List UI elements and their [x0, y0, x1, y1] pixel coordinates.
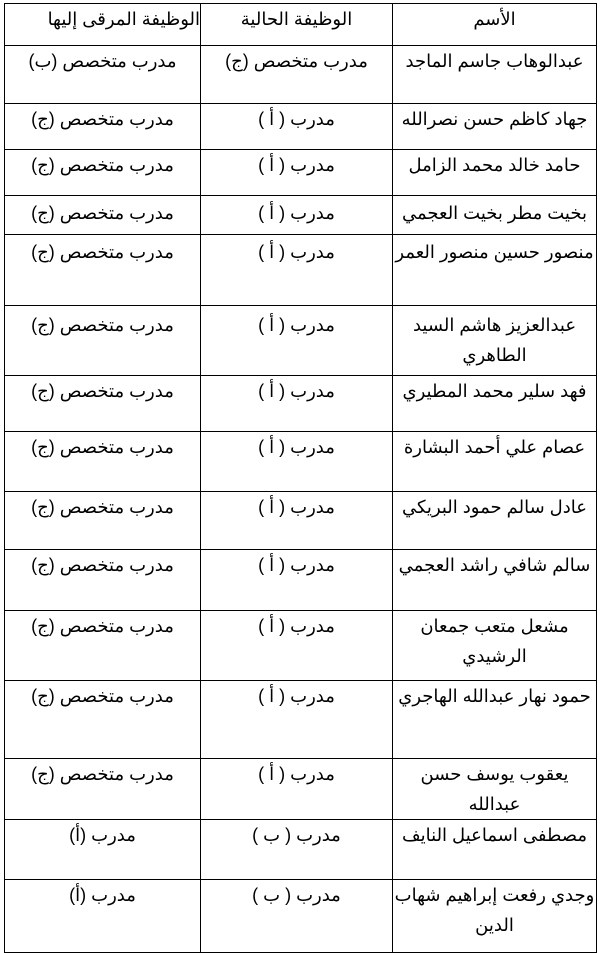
cell-current-position: مدرب ( أ ) — [201, 196, 393, 235]
cell-current-position: مدرب ( أ ) — [201, 306, 393, 376]
table-row — [5, 820, 597, 880]
table-row — [5, 46, 597, 104]
header-current-position: الوظيفة الحالية — [201, 4, 393, 46]
cell-promoted-position: مدرب متخصص (ج) — [5, 104, 201, 150]
cell-name: يعقوب يوسف حسن عبدالله — [393, 759, 597, 820]
cell-current-position: مدرب ( أ ) — [201, 492, 393, 550]
cell-current-position: مدرب ( ب ) — [201, 880, 393, 953]
cell-promoted-position: مدرب متخصص (ج) — [5, 376, 201, 432]
cell-name: منصور حسين منصور العمر — [393, 235, 597, 306]
cell-name: مشعل متعب جمعان الرشيدي — [393, 611, 597, 681]
header-promoted-position: الوظيفة المرقى إليها — [5, 4, 201, 46]
cell-name: وجدي رفعت إبراهيم شهاب الدين — [393, 880, 597, 953]
cell-promoted-position: مدرب متخصص (ج) — [5, 196, 201, 235]
cell-name: فهد سلير محمد المطيري — [393, 376, 597, 432]
cell-promoted-position: مدرب (أ) — [5, 820, 201, 880]
cell-promoted-position: مدرب متخصص (ج) — [5, 150, 201, 196]
cell-name: حمود نهار عبدالله الهاجري — [393, 681, 597, 759]
cell-name: عبدالعزيز هاشم السيد الطاهري — [393, 306, 597, 376]
cell-current-position: مدرب ( ب ) — [201, 820, 393, 880]
cell-name: جهاد كاظم حسن نصرالله — [393, 104, 597, 150]
table-row — [5, 880, 597, 953]
promotions-table — [4, 3, 597, 953]
cell-promoted-position: مدرب متخصص (ب) — [5, 46, 201, 104]
cell-name: عصام علي أحمد البشارة — [393, 432, 597, 492]
table-row — [5, 611, 597, 681]
table-row — [5, 306, 597, 376]
table-row — [5, 196, 597, 235]
cell-promoted-position: مدرب متخصص (ج) — [5, 235, 201, 306]
cell-name: عادل سالم حمود البريكي — [393, 492, 597, 550]
cell-current-position: مدرب ( أ ) — [201, 611, 393, 681]
table-row — [5, 104, 597, 150]
cell-current-position: مدرب ( أ ) — [201, 104, 393, 150]
header-name: الأسم — [393, 4, 597, 46]
cell-promoted-position: مدرب متخصص (ج) — [5, 432, 201, 492]
table-row — [5, 376, 597, 432]
cell-current-position: مدرب متخصص (ج) — [201, 46, 393, 104]
table-row — [5, 550, 597, 611]
cell-promoted-position: مدرب متخصص (ج) — [5, 611, 201, 681]
cell-name: عبدالوهاب جاسم الماجد — [393, 46, 597, 104]
cell-name: مصطفى اسماعيل النايف — [393, 820, 597, 880]
cell-name: حامد خالد محمد الزامل — [393, 150, 597, 196]
cell-current-position: مدرب ( أ ) — [201, 432, 393, 492]
cell-current-position: مدرب ( أ ) — [201, 235, 393, 306]
cell-promoted-position: مدرب متخصص (ج) — [5, 759, 201, 820]
table-row — [5, 235, 597, 306]
header-row — [5, 4, 597, 46]
table-row — [5, 150, 597, 196]
cell-name: بخيت مطر بخيت العجمي — [393, 196, 597, 235]
table-row — [5, 492, 597, 550]
table-row — [5, 432, 597, 492]
table-row — [5, 759, 597, 820]
cell-promoted-position: مدرب متخصص (ج) — [5, 681, 201, 759]
table-row — [5, 681, 597, 759]
cell-current-position: مدرب ( أ ) — [201, 550, 393, 611]
cell-current-position: مدرب ( أ ) — [201, 759, 393, 820]
cell-promoted-position: مدرب متخصص (ج) — [5, 492, 201, 550]
cell-promoted-position: مدرب متخصص (ج) — [5, 550, 201, 611]
cell-promoted-position: مدرب متخصص (ج) — [5, 306, 201, 376]
cell-promoted-position: مدرب (أ) — [5, 880, 201, 953]
cell-current-position: مدرب ( أ ) — [201, 376, 393, 432]
cell-name: سالم شافي راشد العجمي — [393, 550, 597, 611]
cell-current-position: مدرب ( أ ) — [201, 150, 393, 196]
cell-current-position: مدرب ( أ ) — [201, 681, 393, 759]
